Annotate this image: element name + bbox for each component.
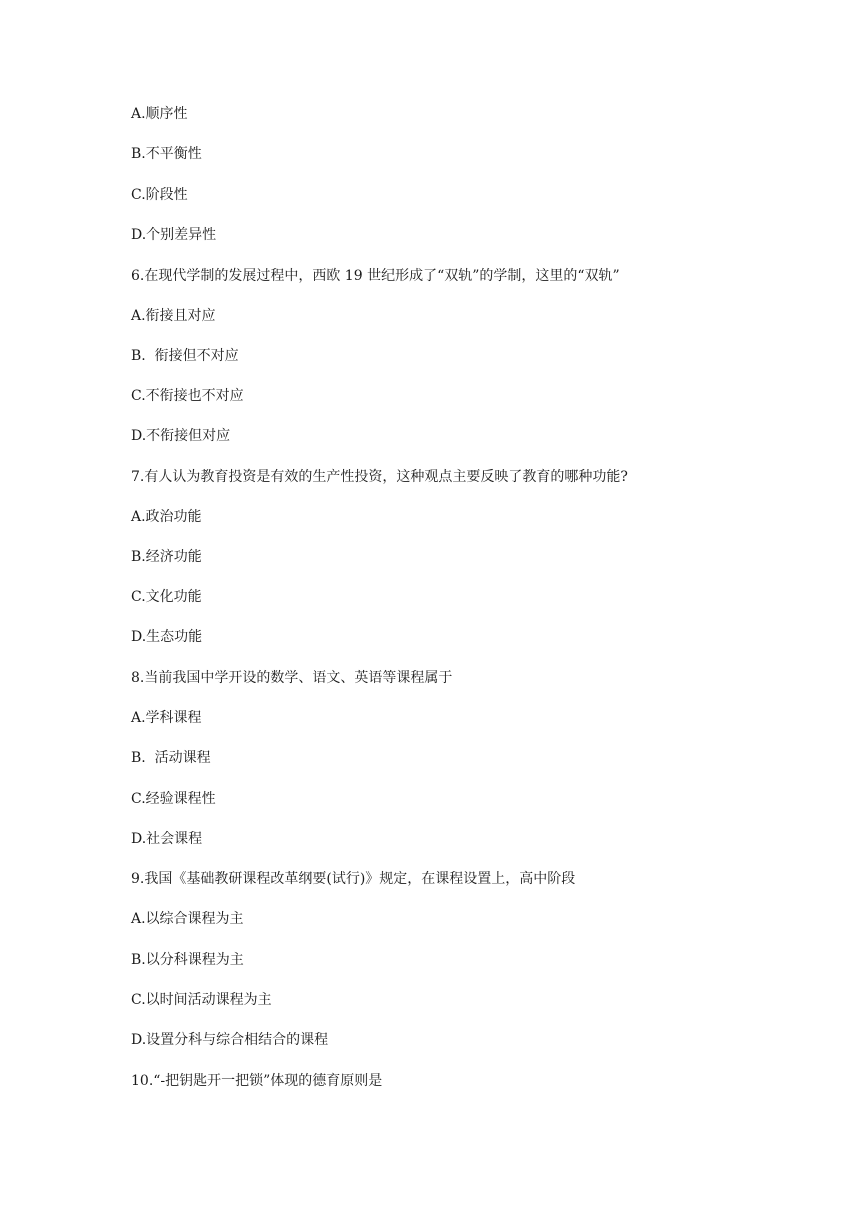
option-d: D.社会课程	[131, 831, 203, 847]
option-c: C.阶段性	[131, 187, 188, 203]
option-a: A.衔接且对应	[131, 308, 216, 324]
option-b: B.经济功能	[131, 549, 202, 565]
option-c: C.不衔接也不对应	[131, 388, 244, 404]
option-c: C.经验课程性	[131, 791, 216, 807]
option-d: D.生态功能	[131, 629, 203, 645]
question-7: 7.有人认为教育投资是有效的生产性投资，这种观点主要反映了教育的哪种功能?	[131, 469, 628, 485]
question-6: 6.在现代学制的发展过程中，西欧 19 世纪形成了“双轨”的学制，这里的“双轨”	[131, 268, 620, 284]
option-d: D.个别差异性	[131, 227, 217, 243]
option-c: C.以时间活动课程为主	[131, 992, 272, 1008]
option-d: D.不衔接但对应	[131, 428, 231, 444]
option-a: A.以综合课程为主	[131, 911, 244, 927]
question-10: 10.“-把钥匙开一把锁”体现的德育原则是	[131, 1073, 383, 1089]
option-a: A.学科课程	[131, 710, 202, 726]
option-d: D.设置分科与综合相结合的课程	[131, 1032, 329, 1048]
option-a: A.政治功能	[131, 509, 202, 525]
option-b: B. 活动课程	[131, 750, 211, 766]
question-8: 8.当前我国中学开设的数学、语文、英语等课程属于	[131, 670, 453, 686]
option-b: B.不平衡性	[131, 146, 202, 162]
option-b: B. 衔接但不对应	[131, 348, 239, 364]
option-a: A.顺序性	[131, 106, 188, 122]
question-9: 9.我国《基础教研课程改革纲要(试行)》规定，在课程设置上，高中阶段	[131, 871, 576, 887]
option-b: B.以分科课程为主	[131, 952, 244, 968]
option-c: C.文化功能	[131, 589, 202, 605]
